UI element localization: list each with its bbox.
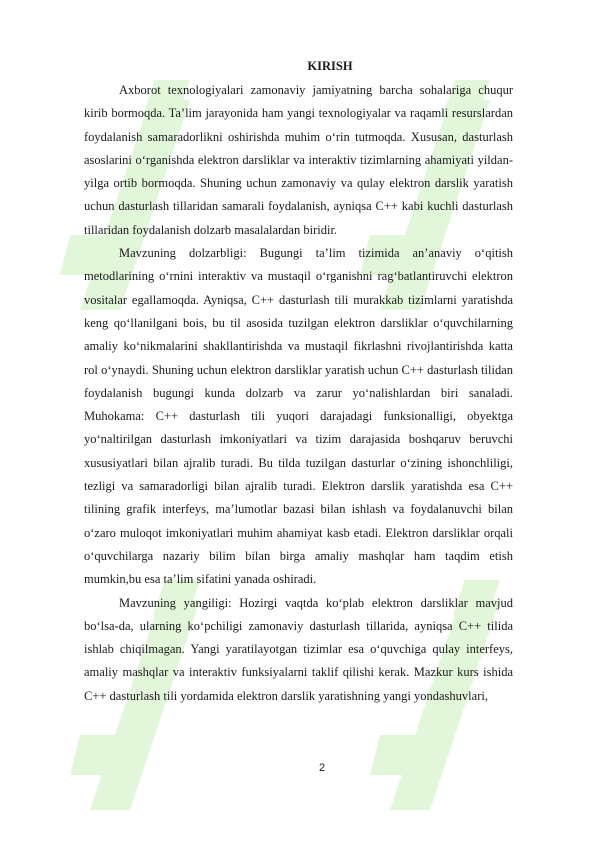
paragraph-relevance: Mavzuning dolzarbligi: Bugungi ta’lim tizimida an’anaviy o‘qitish metodlarining o‘rnini interaktiv va mustaqil o‘rganishni rag‘batlantiruvchi elektron vositalar egallamoqda. Ayniqsa, C++ dasturlash tili murakkab tizimlarni yaratishda keng qo‘llanilgani bois, bu til asosida tuzilgan elektron darsliklar o‘quvchilarning amaliy ko‘nikmalarini shakllantirishda va mustaqil fikrlashni rivojlantirishda katta rol o‘ynaydi. Shuning uchun elektron darsliklar yaratish uchun C++ dasturlash tilidan foydalanish bugungi kunda dolzarb va zarur yo‘nalishlardan biri sanaladi. Muhokama: C++ dasturlash tili yuqori darajadagi funksionalligi, obyektga yo‘naltirilgan dasturlash imkoniyatlari va tizim darajasida boshqaruv beruvchi xususiyatlari bilan ajralib turadi. Bu tilda tuzilgan dasturlar o‘zining ishonchliligi, tezligi va samaradorligi bilan ajralib turadi. Elektron darslik yaratishda esa C++ tilining grafik interfeys, ma’lumotlar bazasi bilan ishlash va foydalanuvchi bilan o‘zaro muloqot imkoniyatlari muhim ahamiyat kasb etadi. Elektron darsliklar orqali o‘quvchilarga nazariy bilim bilan birga amaliy mashqlar ham taqdim etish mumkin,bu esa ta’lim sifatini yanada oshiradi. <box>84 246 513 587</box>
section-title: KIRISH <box>307 59 353 73</box>
paragraph-novelty: Mavzuning yangiligi: Hozirgi vaqtda ko‘plab elektron darsliklar mavjud bo‘lsa-da, ularning ko‘pchiligi zamonaviy dasturlash tillarida, ayniqsa C++ tilida ishlab chiqilmagan. Yangi yaratilayotgan tizimlar esa o‘quvchiga qulay interfeys, amaliy mashqlar va interaktiv funksiyalarni taklif qilishi kerak. Mazkur kurs ishida C++ dasturlash tili yordamida elektron darslik yaratishning yangi yondashuvlari, <box>84 595 513 703</box>
paragraph-intro: Axborot texnologiyalari zamonaviy jamiyatning barcha sohalariga chuqur kirib bormoqda. Ta’lim jarayonida ham yangi texnologiyalar va raqamli resurslardan foydalanish samaradorlikni oshirishda muhim o‘rin tutmoqda. Xususan, dasturlash asoslarini o‘rganishda elektron darsliklar va interaktiv tizimlarning ahamiyati yildan-yilga ortib bormoqda. Shuning uchun zamonaviy va qulay elektron darslik yaratish uchun dasturlash tillaridan samarali foydalanish, ayniqsa C++ kabi kuchli dasturlash tillaridan foydalanish dolzarb masalalardan biridir. <box>84 83 513 237</box>
page-number: 2 <box>318 762 326 774</box>
